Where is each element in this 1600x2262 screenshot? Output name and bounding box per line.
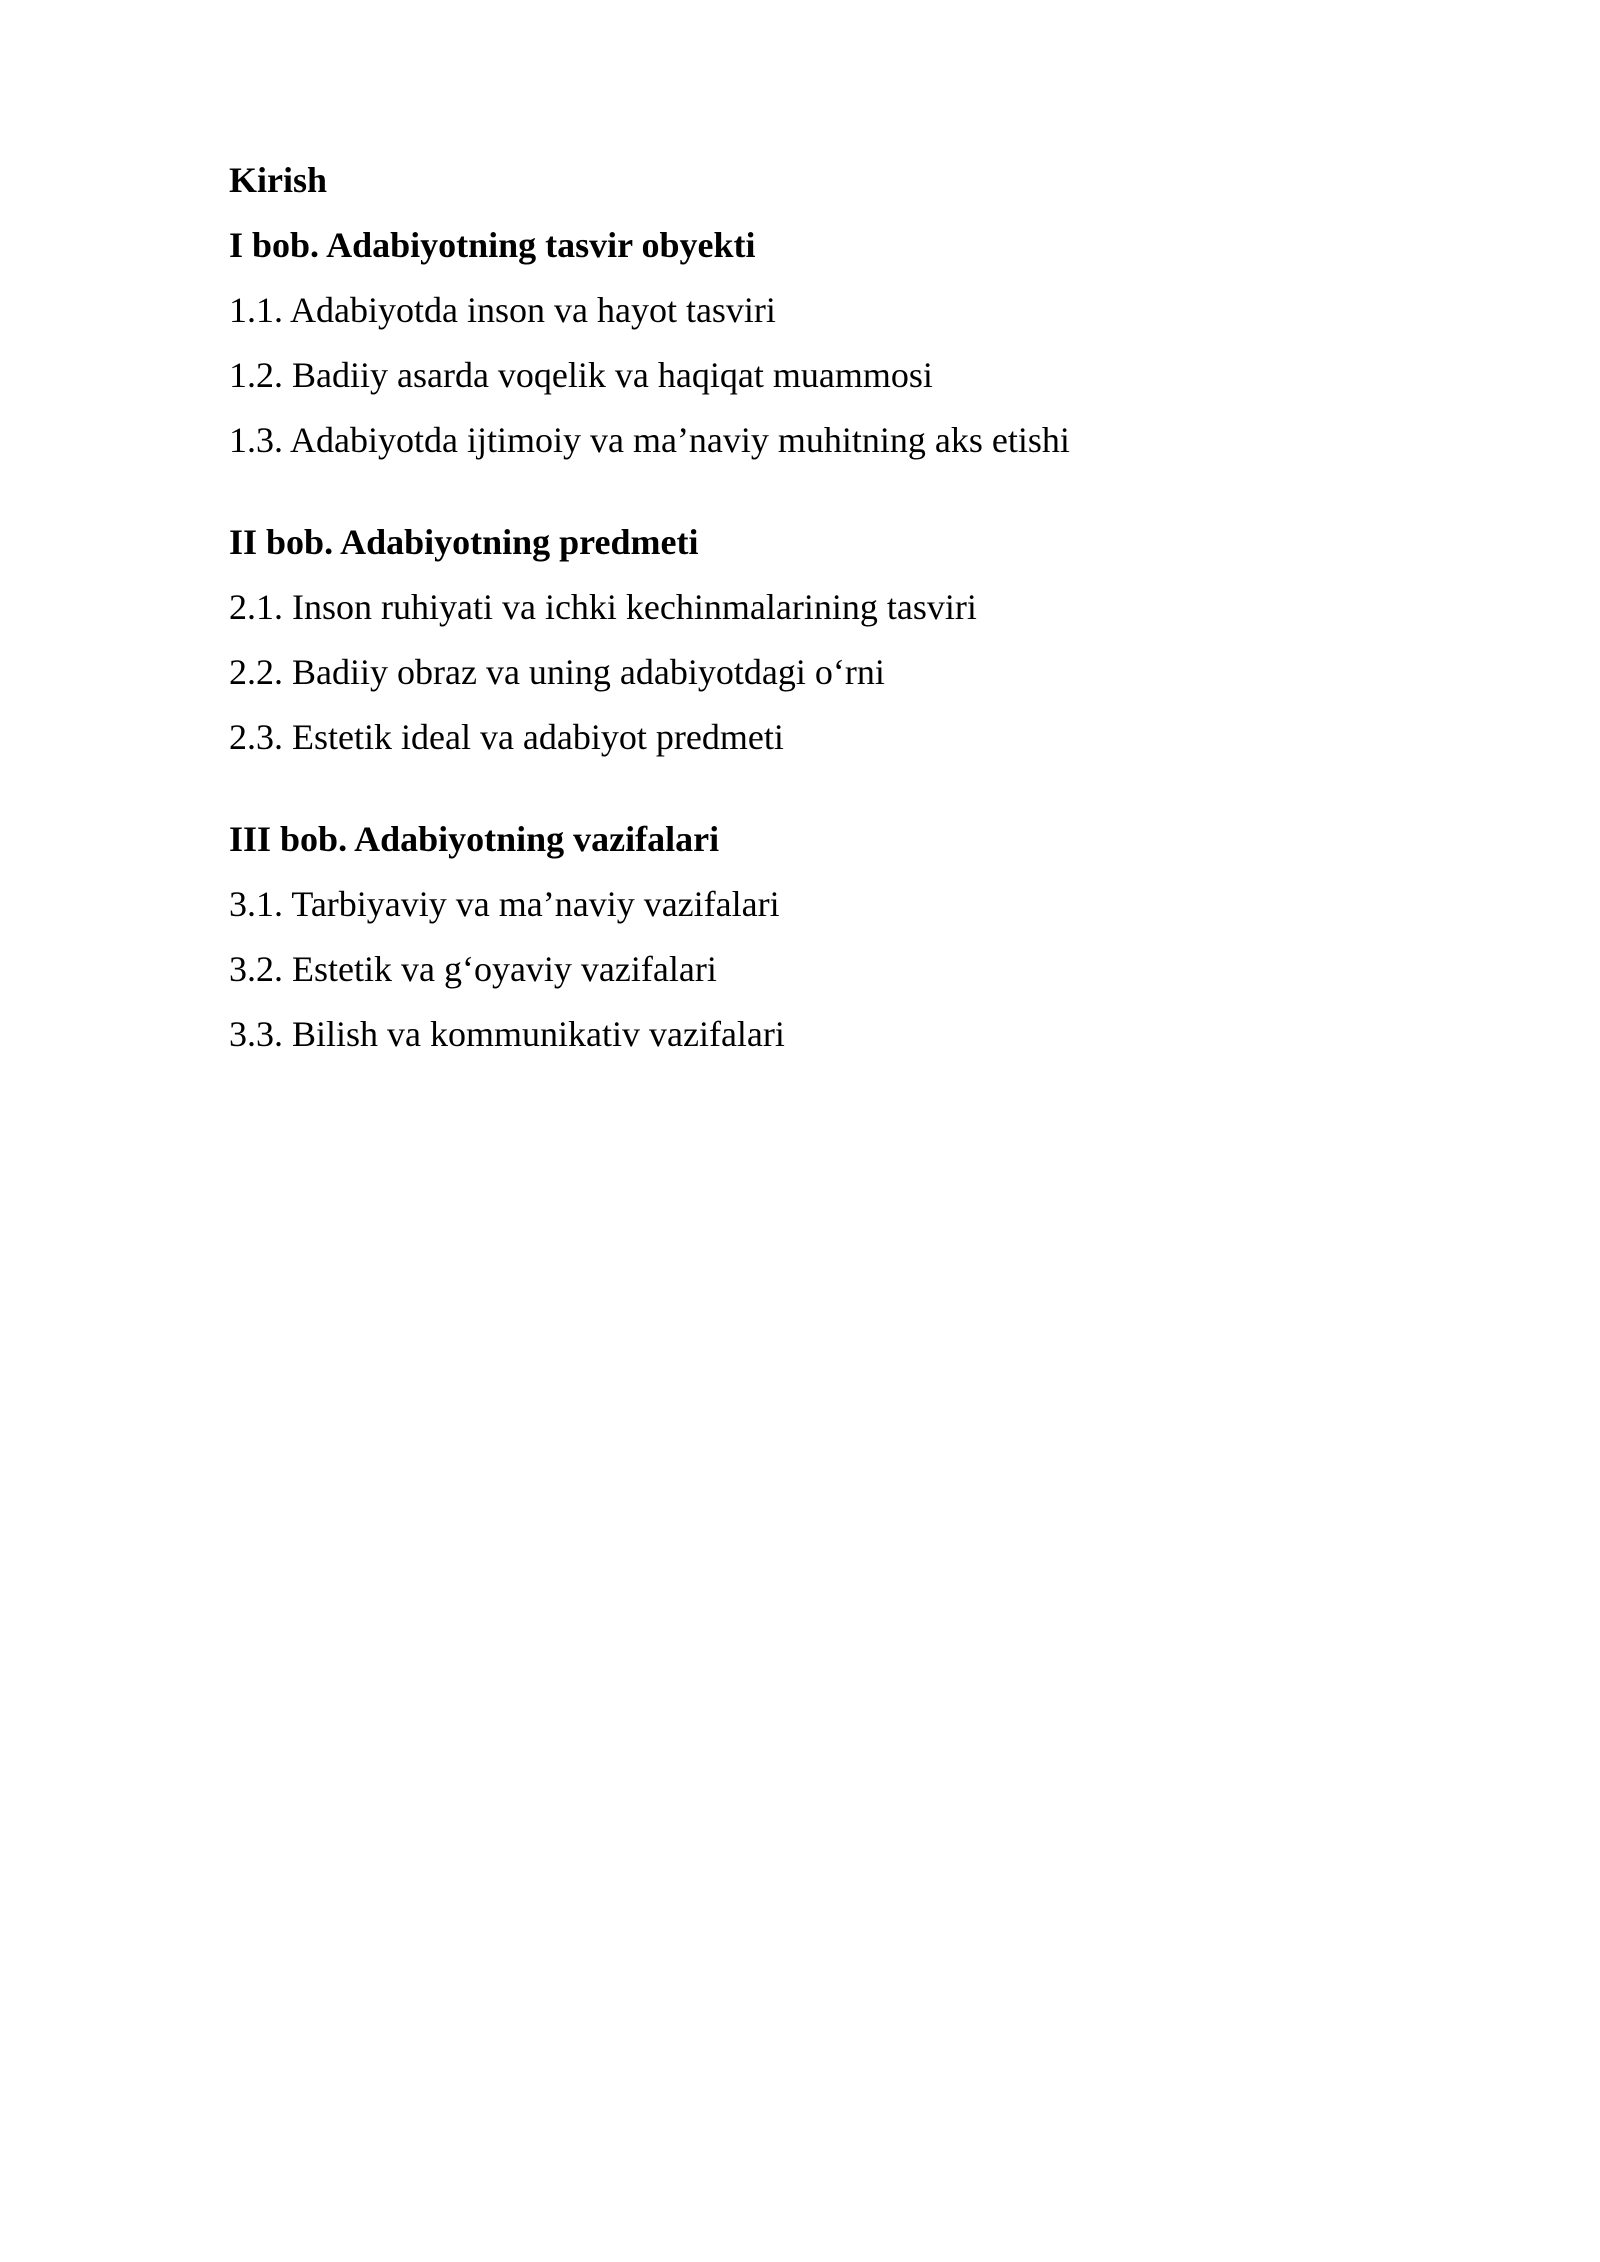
chapter-1 — [229, 213, 1429, 473]
chapter-1-title: I bob. Adabiyotning tasvir obyekti — [229, 225, 756, 265]
section-2-2: 2.2. Badiiy obraz va uning adabiyotdagi o‘rni — [229, 652, 885, 692]
introduction-heading: Kirish — [229, 160, 328, 200]
table-of-contents — [229, 148, 1429, 1067]
section-2-1: 2.1. Inson ruhiyati va ichki kechinmalarining tasviri — [229, 587, 977, 627]
section-2-3: 2.3. Estetik ideal va adabiyot predmeti — [229, 717, 784, 757]
section-1-1: 1.1. Adabiyotda inson va hayot tasviri — [229, 290, 776, 330]
section-3-3: 3.3. Bilish va kommunikativ vazifalari — [229, 1014, 785, 1054]
section-1-3: 1.3. Adabiyotda ijtimoiy va ma’naviy muhitning aks etishi — [229, 420, 1070, 460]
section-3-1: 3.1. Tarbiyaviy va ma’naviy vazifalari — [229, 884, 780, 924]
chapter-2 — [229, 510, 1429, 770]
section-1-2: 1.2. Badiiy asarda voqelik va haqiqat muammosi — [229, 355, 933, 395]
section-3-2: 3.2. Estetik va g‘oyaviy vazifalari — [229, 949, 717, 989]
chapter-3 — [229, 807, 1429, 1067]
chapter-3-title: III bob. Adabiyotning vazifalari — [229, 819, 720, 859]
chapter-2-title: II bob. Adabiyotning predmeti — [229, 522, 699, 562]
